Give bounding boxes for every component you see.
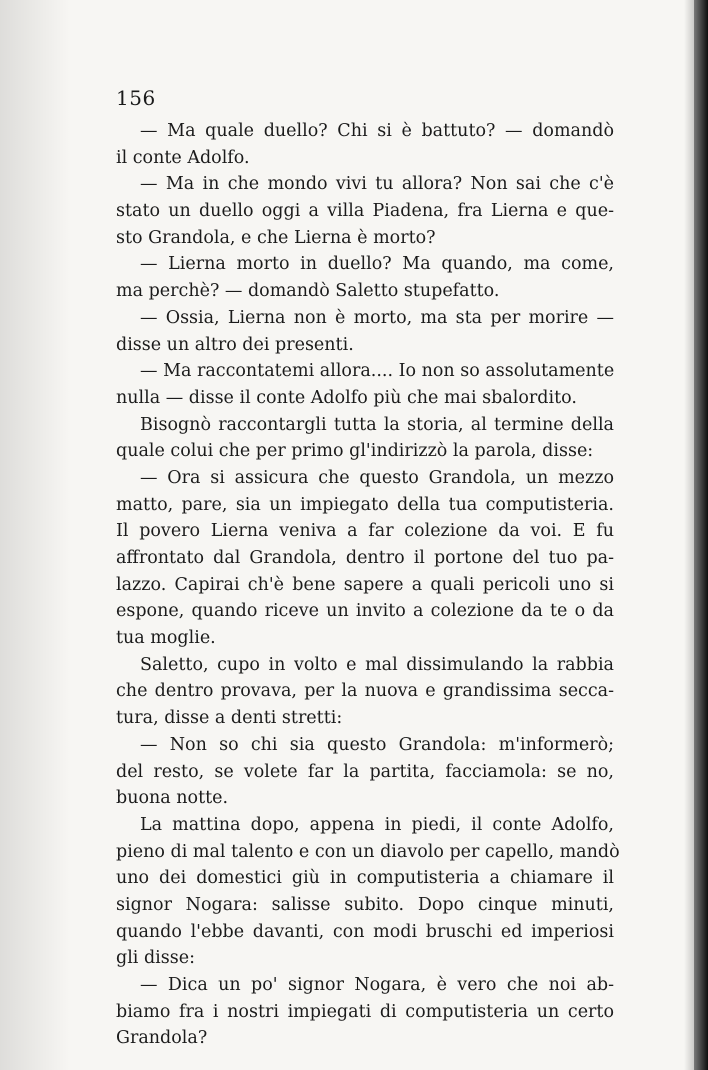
text-line: affrontato dal Grandola, dentro il portone del tuo pa- [116, 548, 614, 568]
text-line: buona notte. [116, 788, 229, 809]
text-line: tua moglie. [116, 628, 216, 649]
text-line: sto Grandola, e che Lierna è morto? [116, 227, 436, 248]
text-line: uno dei domestici giù in computisteria a chiamare il [116, 868, 614, 889]
text-line: signor Nogara: salisse subito. Dopo cinque minuti, [116, 894, 614, 915]
text-line: — Ma raccontatemi allora.... Io non so assolutamente [140, 361, 615, 382]
text-line: stato un duello oggi a villa Piadena, fra Lierna e que- [116, 201, 614, 222]
text-line: che dentro provava, per la nuova e grandissima secca- [116, 681, 614, 702]
text-line: La mattina dopo, appena in piedi, il conte Adolfo, [140, 814, 614, 835]
text-line: Saletto, cupo in volto e mal dissimulando la rabbia [140, 654, 614, 675]
text-line: — Dica un po' signor Nogara, è vero che noi ab- [140, 975, 614, 995]
text-line: — Lierna morto in duello? Ma quando, ma come, [140, 254, 614, 275]
page-number: 156 [116, 86, 156, 110]
text-line: matto, pare, sia un impiegato della tua computisteria. [116, 494, 614, 515]
text-line: del resto, se volete far la partita, facciamola: se no, [116, 761, 614, 782]
text-line: Grandola? [116, 1028, 208, 1049]
text-line: — Ma quale duello? Chi si è battuto? — domandò [140, 121, 614, 141]
text-line: — Ora si assicura che questo Grandola, un mezzo [140, 467, 614, 488]
text-line: lazzo. Capirai ch'è bene sapere a quali pericoli uno si [116, 574, 614, 595]
text-line: il conte Adolfo. [116, 147, 250, 168]
text-line: Bisognò raccontargli tutta la storia, al termine della [140, 414, 614, 435]
page-edge-shadow [684, 0, 694, 1070]
text-line: biamo fra i nostri impiegati di computisteria un certo [116, 1001, 614, 1022]
text-line: disse un altro dei presenti. [116, 334, 354, 355]
text-line: — Non so chi sia questo Grandola: m'informerò; [140, 734, 614, 755]
text-line: espone, quando riceve un invito a colezione da te o da [116, 601, 614, 622]
text-line: quando l'ebbe davanti, con modi bruschi ed imperiosi [116, 921, 614, 942]
spine-shadow [0, 0, 70, 1070]
text-line: Il povero Lierna veniva a far colezione da voi. E fu [116, 521, 614, 542]
text-line: pieno di mal talento e con un diavolo per capello, mandò [116, 841, 620, 862]
body-text [116, 118, 620, 1052]
text-line: nulla — disse il conte Adolfo più che mai sbalordito. [116, 387, 577, 408]
text-line: — Ossia, Lierna non è morto, ma sta per morire — [140, 307, 614, 328]
text-line: ma perchè? — domandò Saletto stupefatto. [116, 281, 500, 302]
text-line: gli disse: [116, 948, 195, 969]
text-line: — Ma in che mondo vivi tu allora? Non sai che c'è [140, 174, 614, 195]
text-line: tura, disse a denti stretti: [116, 708, 343, 729]
text-line: quale colui che per primo gl'indirizzò la parola, disse: [116, 441, 594, 462]
page-edge [694, 0, 708, 1070]
